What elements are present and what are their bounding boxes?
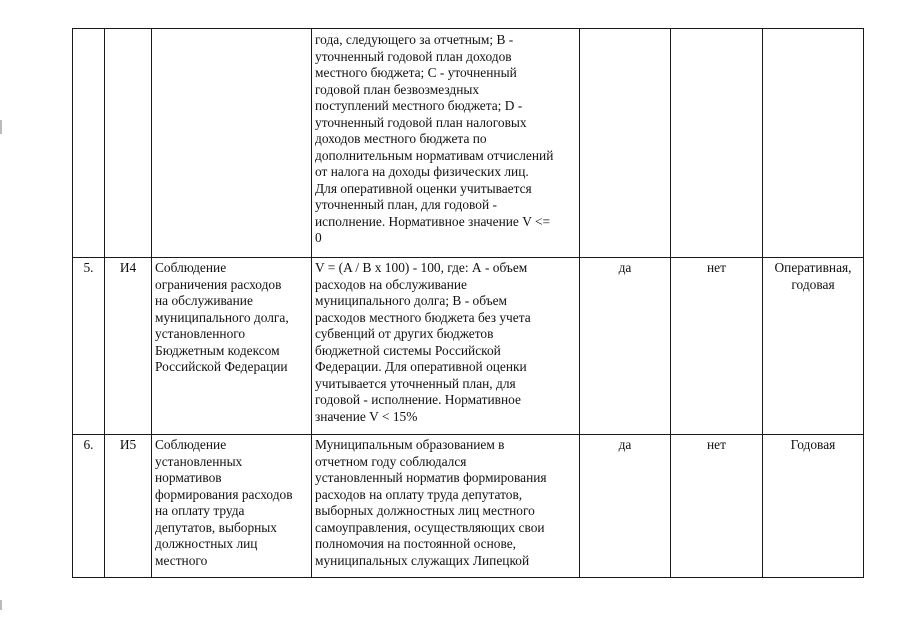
row-number-cell: 6. xyxy=(73,435,105,578)
name-line: Соблюдение xyxy=(155,437,227,452)
formula-line: уточненный годовой план налоговых xyxy=(315,114,527,130)
frequency-cell xyxy=(763,435,864,578)
yes-cell: да xyxy=(580,435,671,578)
row-number-cell xyxy=(73,29,105,258)
name-line: должностных лиц xyxy=(155,536,258,551)
table-row xyxy=(73,29,864,258)
name-line: формирования расходов xyxy=(155,486,293,502)
formula-line: уточненный план, для годовой - xyxy=(315,197,497,212)
no-cell: нет xyxy=(671,258,763,435)
name-line: ограничения расходов xyxy=(155,276,282,292)
table-row xyxy=(73,435,864,578)
no-cell: нет xyxy=(671,435,763,578)
formula-line: субвенций от других бюджетов xyxy=(315,326,494,341)
formula-cell xyxy=(312,29,580,258)
row-number-cell: 5. xyxy=(73,258,105,435)
formula-line: муниципальных служащих Липецкой xyxy=(315,552,530,568)
name-line: установленного xyxy=(155,326,246,341)
formula-line: местного бюджета; С - уточненный xyxy=(315,65,517,80)
formula-line: уточненный годовой план доходов xyxy=(315,48,512,64)
indicator-name-cell xyxy=(152,29,312,258)
formula-line: муниципального долга; В - объем xyxy=(315,293,508,308)
formula-line: полномочия на постоянной основе, xyxy=(315,536,516,551)
frequency-line: Оперативная, xyxy=(774,260,852,275)
name-line: на оплату труда xyxy=(155,503,245,518)
formula-line: годовой - исполнение. Нормативное xyxy=(315,392,521,407)
formula-line: года, следующего за отчетным; В - xyxy=(315,32,514,47)
frequency-cell xyxy=(763,258,864,435)
indicator-name-cell xyxy=(152,258,312,435)
formula-line: от налога на доходы физических лиц. xyxy=(315,164,529,179)
name-line: Российской Федерации xyxy=(155,359,288,374)
formula-line: установленный норматив формирования xyxy=(315,470,547,485)
indicator-code-cell xyxy=(105,29,152,258)
formula-line: учитывается уточненный план, для xyxy=(315,375,516,391)
scan-edge-mark xyxy=(0,120,2,134)
formula-line: расходов на обслуживание xyxy=(315,276,467,292)
name-line: Бюджетным кодексом xyxy=(155,342,280,358)
formula-line: Для оперативной оценки учитывается xyxy=(315,180,532,196)
frequency-line: Годовая xyxy=(790,437,836,452)
formula-cell xyxy=(312,435,580,578)
formula-line: годовой план безвозмездных xyxy=(315,81,480,97)
formula-line: доходов местного бюджета по xyxy=(315,131,487,146)
name-line: на обслуживание xyxy=(155,293,253,308)
name-line: местного xyxy=(155,552,208,568)
indicator-name-cell xyxy=(152,435,312,578)
formula-line: 0 xyxy=(315,230,322,245)
yes-cell: да xyxy=(580,258,671,435)
formula-line: бюджетной системы Российской xyxy=(315,342,501,358)
formula-line: дополнительным нормативам отчислений xyxy=(315,147,554,163)
formula-line: поступлений местного бюджета; D - xyxy=(315,98,523,113)
formula-line: исполнение. Нормативное значение V <= xyxy=(315,213,551,229)
indicators-table xyxy=(72,28,864,578)
frequency-line: годовая xyxy=(791,276,835,292)
indicator-code-cell: И5 xyxy=(105,435,152,578)
formula-line: самоуправления, осуществляющих свои xyxy=(315,519,545,535)
name-line: Соблюдение xyxy=(155,260,227,275)
formula-line: расходов на оплату труда депутатов, xyxy=(315,486,523,502)
name-line: нормативов xyxy=(155,470,222,485)
name-line: муниципального долга, xyxy=(155,309,289,325)
table-row xyxy=(73,258,864,435)
formula-line: расходов местного бюджета без учета xyxy=(315,309,531,325)
no-cell xyxy=(671,29,763,258)
scan-edge-mark xyxy=(0,600,2,610)
formula-line: Федерации. Для оперативной оценки xyxy=(315,359,527,374)
formula-line: V = (A / B x 100) - 100, где: А - объем xyxy=(315,260,528,275)
formula-line: значение V < 15% xyxy=(315,408,418,424)
frequency-cell xyxy=(763,29,864,258)
formula-line: выборных должностных лиц местного xyxy=(315,503,535,518)
indicator-code-cell: И4 xyxy=(105,258,152,435)
yes-cell xyxy=(580,29,671,258)
name-line: установленных xyxy=(155,453,243,469)
formula-cell xyxy=(312,258,580,435)
name-line: депутатов, выборных xyxy=(155,519,277,535)
formula-line: отчетном году соблюдался xyxy=(315,453,467,469)
formula-line: Муниципальным образованием в xyxy=(315,437,505,452)
